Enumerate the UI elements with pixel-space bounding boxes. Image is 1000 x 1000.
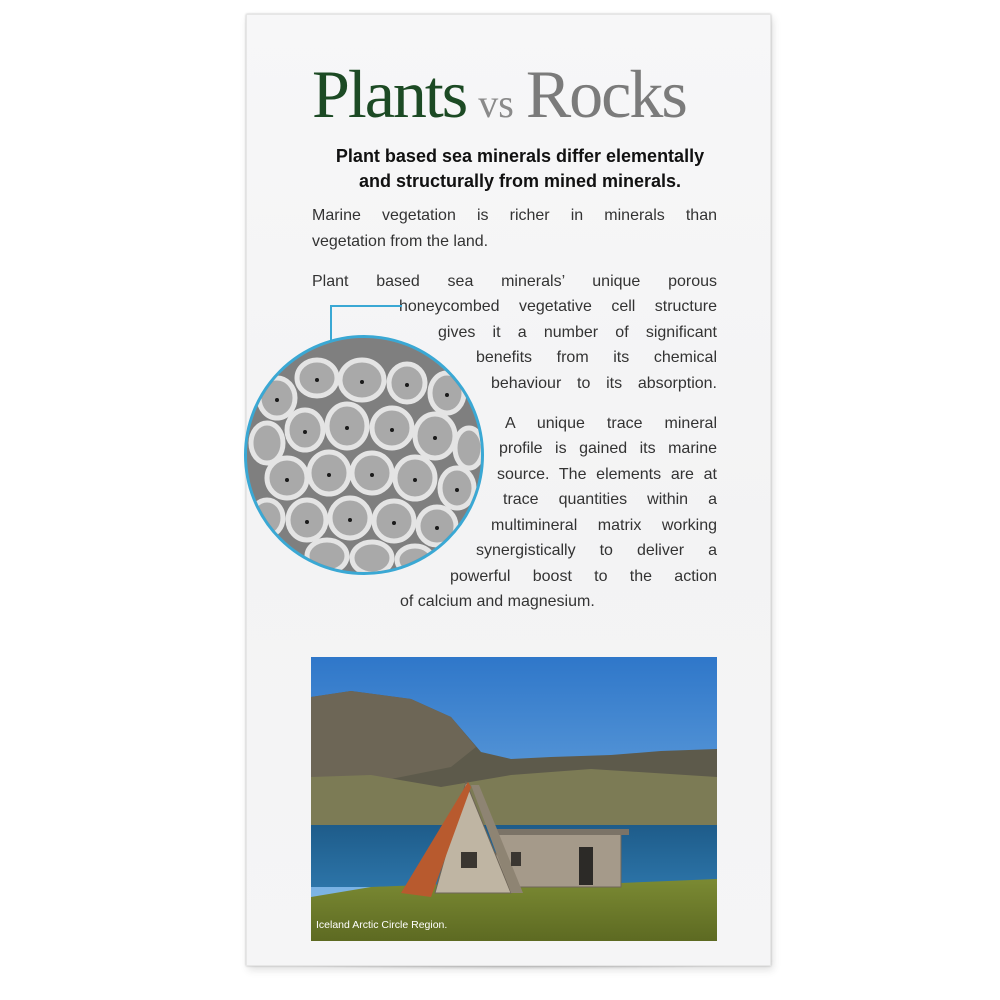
para3-line-3: source. The elements are at — [497, 466, 717, 483]
subtitle — [300, 144, 740, 194]
iceland-landscape-photo — [311, 657, 717, 941]
photo-caption: Iceland Arctic Circle Region. — [316, 919, 448, 931]
para3-line-8: of calcium and magnesium. — [400, 593, 595, 610]
para3-line-6: synergistically to deliver a — [476, 542, 717, 559]
para2-line-4: benefits from its chemical — [476, 349, 717, 366]
para2-line-2: honeycombed vegetative cell structure — [399, 298, 717, 315]
para2-line-5: behaviour to its absorption. — [491, 375, 717, 392]
title-vs: vs — [478, 81, 514, 126]
para3-line-4: trace quantities within a — [503, 491, 717, 508]
para3-line-7: powerful boost to the action — [450, 568, 717, 585]
para2-line-3: gives it a number of significant — [438, 324, 717, 341]
subtitle-line-1: Plant based sea minerals differ elementally — [335, 146, 705, 166]
title-rocks: Rocks — [525, 56, 686, 132]
honeycomb-cell-micrograph — [244, 335, 484, 575]
title-plants: Plants — [312, 56, 467, 132]
subtitle-line-2: and structurally from mined minerals. — [358, 171, 682, 191]
para3-line-5: multimineral matrix working — [491, 517, 717, 534]
para1-line-2: vegetation from the land. — [312, 233, 489, 250]
para3-line-2: profile is gained its marine — [499, 440, 717, 457]
para3-line-1: A unique trace mineral — [505, 415, 717, 432]
page-title — [312, 54, 732, 144]
para1-line-1: Marine vegetation is richer in minerals than — [312, 207, 717, 224]
para2-line-1: Plant based sea minerals’ unique porous — [312, 273, 717, 290]
